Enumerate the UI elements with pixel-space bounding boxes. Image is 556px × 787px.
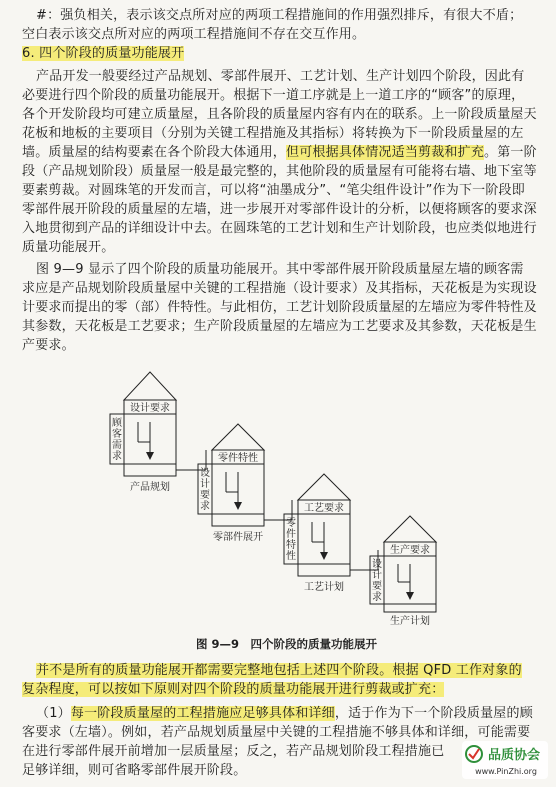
house4-stage-label: 生产计划 xyxy=(390,616,430,627)
qfd-four-stage-figure xyxy=(0,370,556,630)
house2-stage-label: 零部件展开 xyxy=(213,532,263,543)
house3-wall-char: 性 xyxy=(286,551,296,562)
house3-wall-char: 零 xyxy=(286,518,296,529)
section-heading xyxy=(22,46,184,62)
house4-wall-char: 要 xyxy=(372,581,382,592)
section-heading-text: 6. 四个阶段的质量功能展开 xyxy=(22,46,185,61)
house-production-planning xyxy=(370,516,436,627)
symbol-note-line-1: #：强负相关，表示该交点所对应的两项工程措施间的作用强烈排斥，有很大不盾； xyxy=(36,8,523,23)
para1-line: 入地贯彻到产品的详细设计中去。在圆珠笔的工艺计划和生产计划阶段，也应类似地进行 xyxy=(22,221,537,236)
para2-line: 计要求而提出的零（部）件特性。与此相仿，工艺计划阶段质量屋的左墙应为零件特性及 xyxy=(22,300,537,315)
para1-line: 质量功能展开。 xyxy=(22,240,115,255)
highlighted-text: 每一阶段质量屋的工程措施应足够具体和详细 xyxy=(70,706,335,721)
para2-line: 其参数，天花板是工艺要求；生产阶段质量屋的左墙应为工艺要求及其参数，天花板是生 xyxy=(22,319,537,334)
house4-ceiling-label: 生产要求 xyxy=(390,545,430,556)
para1-text: 墙。质量屋的结构要素在各个阶段大体通用， xyxy=(22,145,287,160)
house4-wall-char: 计 xyxy=(372,570,382,581)
house2-ceiling-label: 零件特性 xyxy=(218,453,258,464)
house2-wall-char: 要 xyxy=(200,490,210,501)
house-parts-deployment xyxy=(198,424,264,543)
house3-wall-char: 件 xyxy=(286,529,296,540)
para2-line: 求应是产品规划阶段质量屋中关键的工程措施（设计要求）及其指标，天花板是为实现设 xyxy=(22,281,537,296)
house1-wall-char: 客 xyxy=(112,429,122,440)
para1-line: 段（产品规划阶段）质量屋一般是最完整的，其他阶段的质量屋有可能将右墙、地下室等 xyxy=(22,164,537,179)
para1-line: 要素剪裁。对圆珠笔的开发而言，可以将“油墨成分”、“笔尖组件设计”作为下一阶段即 xyxy=(22,183,525,198)
house2-wall-char: 求 xyxy=(200,501,210,512)
para3-line xyxy=(22,682,444,698)
house2-wall-char: 计 xyxy=(200,479,210,490)
house-product-planning xyxy=(110,372,176,493)
para3-line xyxy=(36,663,522,679)
house1-ceiling-label: 设计要求 xyxy=(130,403,170,414)
para1-line: 各个开发阶段均可建立质量屋，且各阶段的质量屋内容有内在的联系。上一阶段质量屋天 xyxy=(22,107,537,122)
logo-url-text: www.PinZhi.org xyxy=(475,767,537,776)
pinzhi-logo-icon xyxy=(460,737,550,781)
house-process-planning xyxy=(284,474,350,593)
house4-wall-char: 求 xyxy=(372,592,382,603)
para4-line: 客要求（左墙）。例如，若产品规划质量屋中关键的工程措施不够具体和详细，可能需要 xyxy=(22,725,531,740)
figure-caption: 图 9—9 四个阶段的质量功能展开 xyxy=(196,637,378,651)
para1-text: 。第一阶 xyxy=(484,145,537,160)
para1-line: 必要进行四个阶段的质量功能展开。根据下一道工序就是上一道工序的“顾客”的原理， xyxy=(22,88,525,103)
house1-wall-char: 需 xyxy=(112,440,122,451)
para2-line: 图 9—9 显示了四个阶段的质量功能展开。其中零部件展开阶段质量屋左墙的顾客需 xyxy=(36,262,524,277)
house2-wall-char: 设 xyxy=(200,468,210,479)
para4-line xyxy=(36,706,533,722)
para1-line xyxy=(22,145,537,161)
para4-text: ，适于作为下一个阶段质量屋的顾 xyxy=(334,706,533,721)
house3-ceiling-label: 工艺要求 xyxy=(304,503,344,514)
house1-wall-char: 求 xyxy=(112,451,122,462)
highlighted-text: 并不是所有的质量功能展开都需要完整地包括上述四个阶段。根据 QFD 工作对象的 xyxy=(36,663,522,678)
highlighted-text: 但可根据具体情况适当剪裁和扩充 xyxy=(286,145,485,160)
house3-stage-label: 工艺计划 xyxy=(304,582,344,593)
para1-line: 花板和地板的主要项目（分别为关键工程措施及其指标）将转换为下一阶段质量屋的左 xyxy=(22,126,524,141)
highlighted-text: 复杂程度，可以按如下原则对四个阶段的质量功能展开进行剪裁或扩充： xyxy=(22,682,445,697)
house4-wall-char: 设 xyxy=(372,559,382,570)
para4-line: 在进行零部件展开前增加一层质量屋；反之，若产品规划阶段工程措施已 xyxy=(22,744,445,759)
house1-stage-label: 产品规划 xyxy=(130,482,170,493)
pinzhi-watermark-logo xyxy=(460,737,550,781)
house1-wall-char: 顾 xyxy=(112,418,122,429)
list-number: （1） xyxy=(36,706,71,721)
para1-line: 产品开发一般要经过产品规划、零部件展开、工艺计划、生产计划四个阶段，因此有 xyxy=(36,69,525,84)
symbol-note-line-2: 空白表示该交点所对应的两项工程措施间不存在交互作用。 xyxy=(22,27,366,42)
para1-line: 零部件展开阶段的质量屋的左墙，进一步展开对零部件设计的分析，以便将顾客的要求深 xyxy=(22,202,537,217)
house3-wall-char: 特 xyxy=(286,540,296,551)
para2-line: 产要求。 xyxy=(22,338,75,353)
para4-line: 足够详细，则可省略零部件展开阶段。 xyxy=(22,763,247,778)
logo-brand-text: 品质协会 xyxy=(487,748,541,763)
